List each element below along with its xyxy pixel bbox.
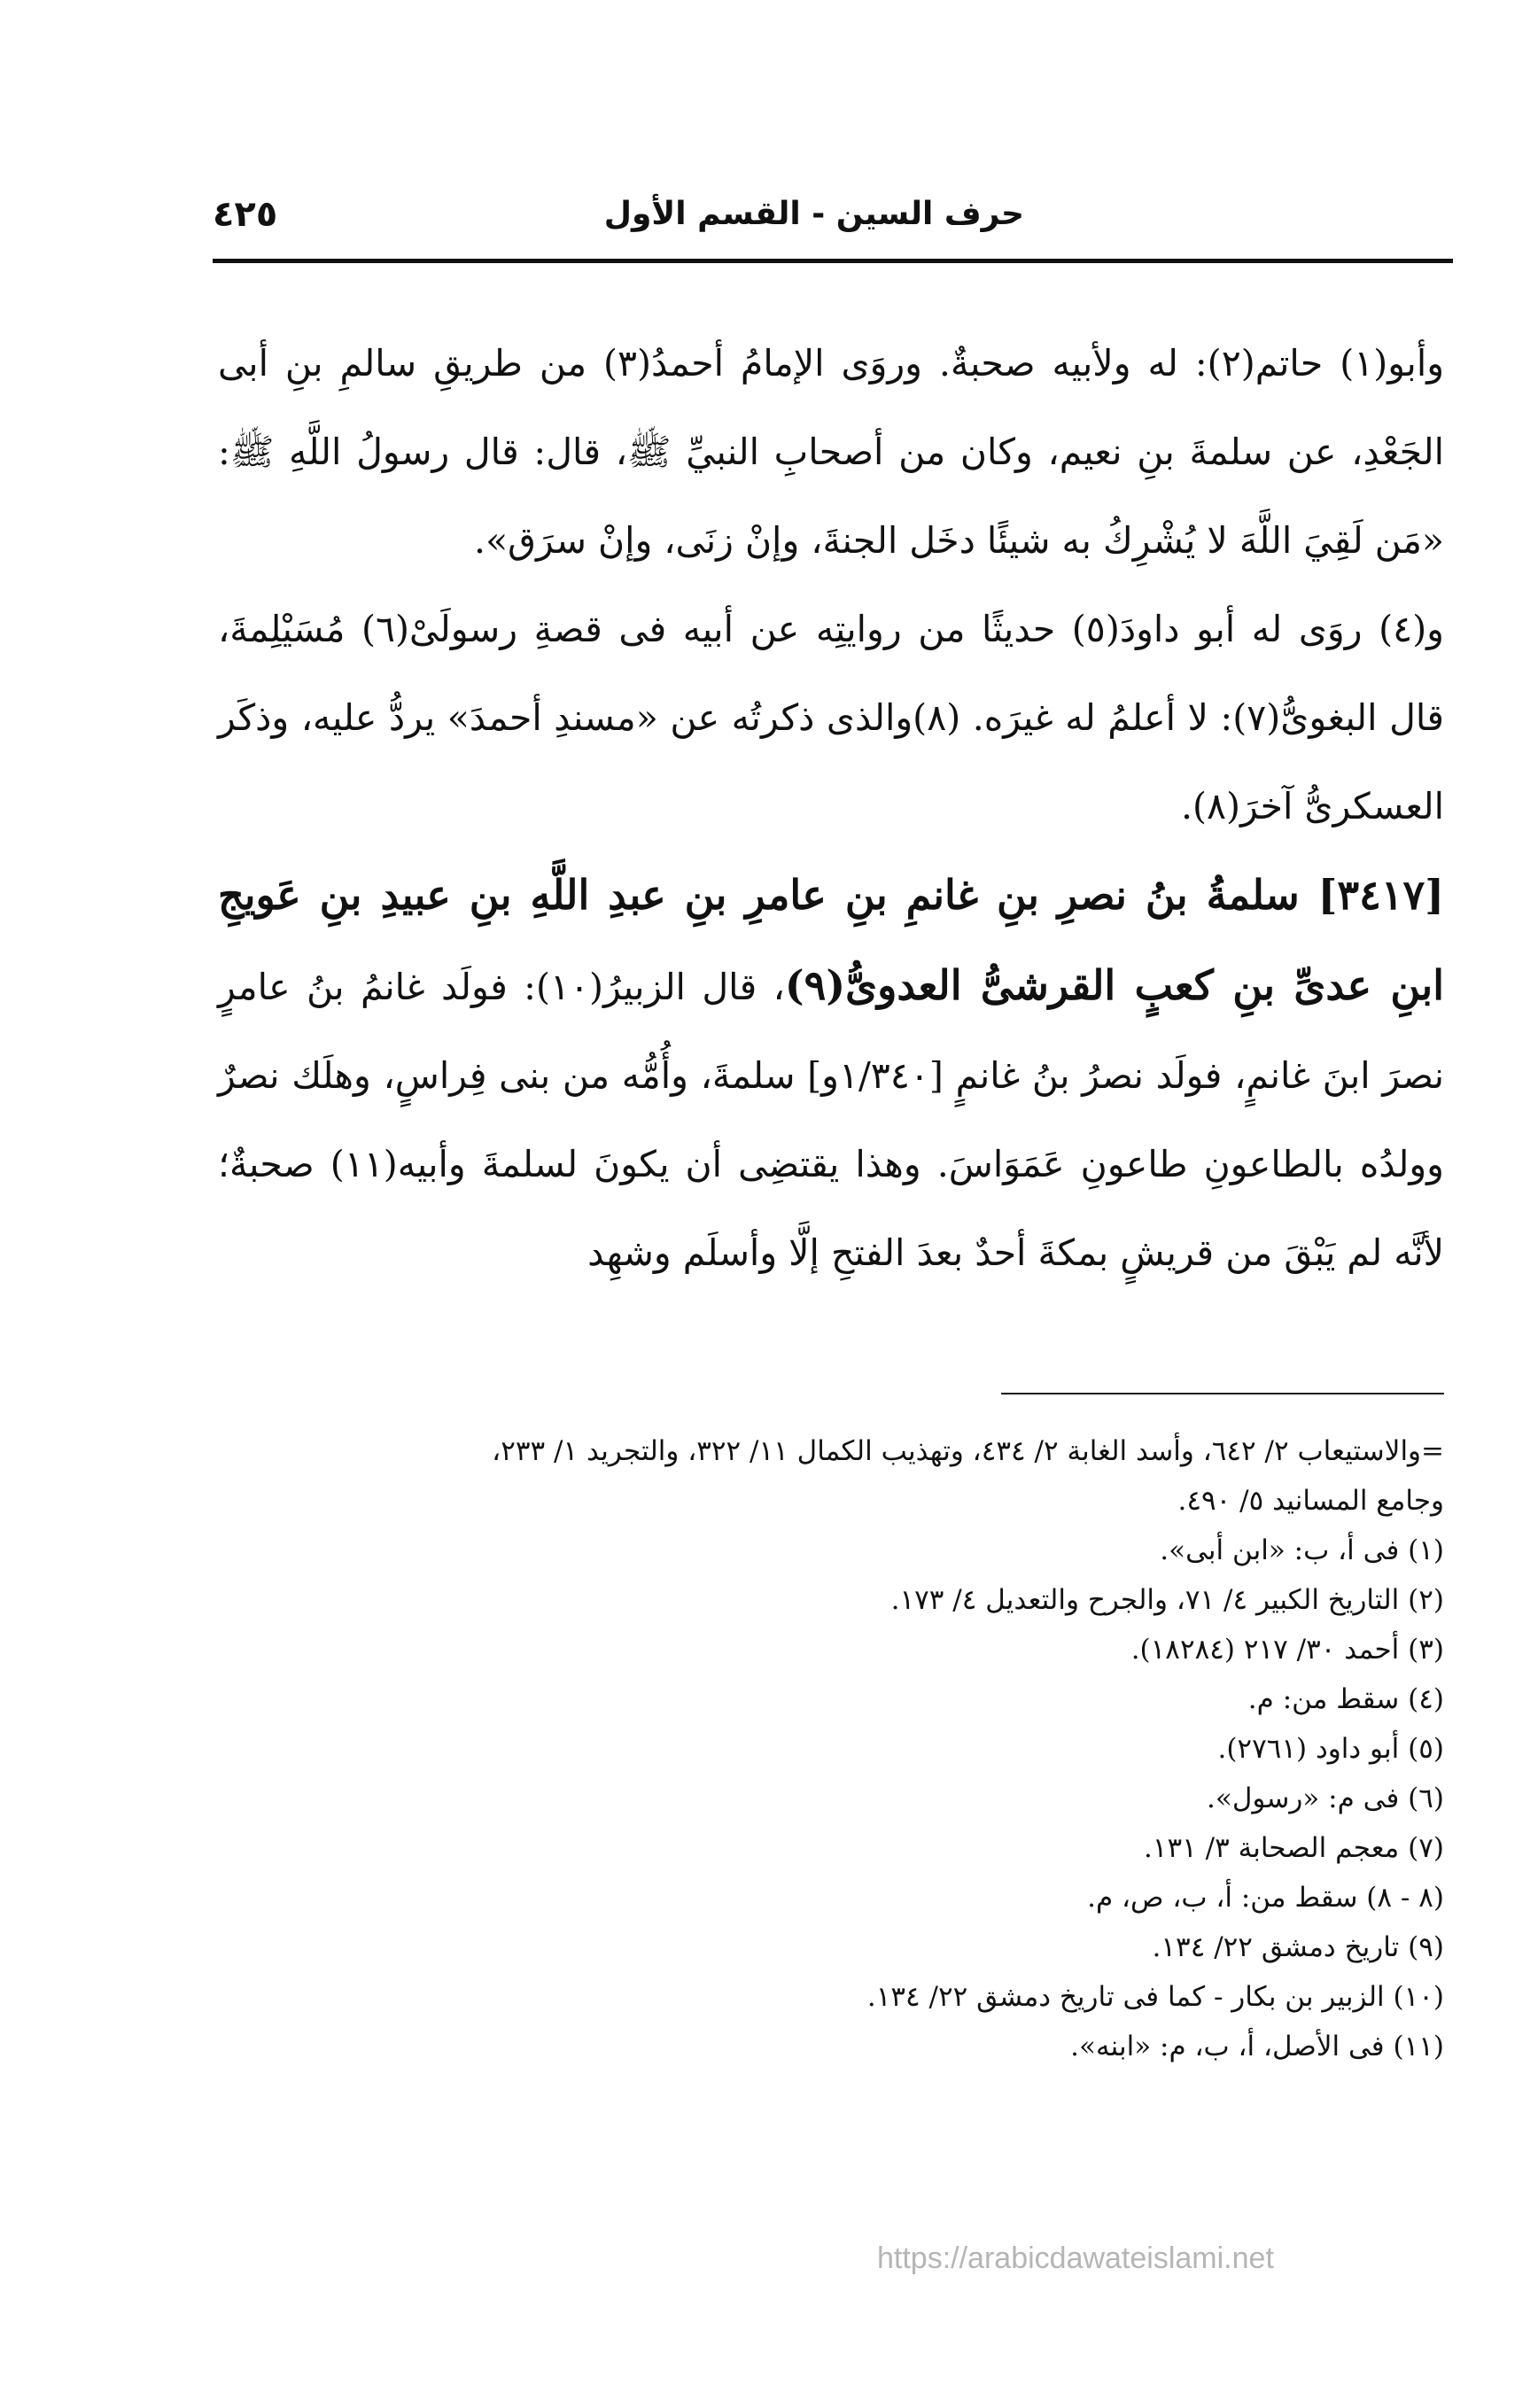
paragraph-1: وأبو(١) حاتم(٢): له ولأبيه صحبةٌ. وروَى الإمامُ أحمدُ(٣) من طريقِ سالمِ بنِ أبى الجَعْدِ، عن سلمةَ بنِ نعيم، وكان من أصحابِ النبيِّ ﷺ، قال: قال رسولُ اللَّهِ ﷺ: «مَن لَقِيَ اللَّهَ لا يُشْرِكُ به شيئًا دخَل الجنةَ، وإنْ زنَى، وإنْ سرَق». bbox=[218, 342, 1445, 562]
entry-paragraph bbox=[218, 851, 1444, 1297]
entry-body: ، قال الزبيرُ(١٠): فولَد غانمُ بنُ عامرٍ نصرَ ابنَ غانمٍ، فولَد نصرُ بنُ غانمٍ [١/٣٤٠و] سلمةَ، وأُمُّه من بنى فِراسٍ، وهلَك نصرٌ وولدُه بالطاعونِ طاعونِ عَمَوَاسَ. وهذا يقتضِى أن يكونَ لسلمةَ وأبيه(١١) صحبةٌ؛ لأنَّه لم يَبْقَ من قريشٍ بمكةَ أحدٌ بعدَ الفتحِ إلَّا وأسلَم وشهِد bbox=[218, 966, 1444, 1274]
footnote-item: (٤) سقط من: م. bbox=[1247, 1683, 1444, 1715]
footnote-item: (٦) فى م: «رسول». bbox=[1207, 1783, 1444, 1814]
entry-heading: [٣٤١٧] سلمةُ بنُ نصرِ بنِ غانمِ بنِ عامرِ بنِ عبدِ اللَّهِ بنِ عبيدِ بنِ عَويجِ ابنِ عدىِّ بنِ كعبٍ القرشىُّ العدوىُّ(٩) bbox=[218, 871, 1444, 1009]
footnote-item: (٧) معجم الصحابة ٣/ ١٣١. bbox=[1143, 1832, 1444, 1864]
footnote-continuation-2: وجامع المسانيد ٥/ ٤٩٠. bbox=[1177, 1485, 1444, 1517]
footnote-item: (٥) أبو داود (٢٧٦١). bbox=[1217, 1733, 1444, 1765]
footnote-item: (٩) تاريخ دمشق ٢٢/ ١٣٤. bbox=[1152, 1931, 1444, 1963]
footnote-item: (١) فى أ، ب: «ابن أبى». bbox=[1160, 1534, 1444, 1566]
footnote-item: (٢) التاريخ الكبير ٤/ ٧١، والجرح والتعديل ٤/ ١٧٣. bbox=[890, 1584, 1444, 1616]
footnote-item: (٨ - ٨) سقط من: أ، ب، ص، م. bbox=[1087, 1882, 1444, 1914]
page-header bbox=[213, 188, 1449, 250]
footnote-continuation-1: =والاستيعاب ٢/ ٦٤٢، وأسد الغابة ٢/ ٤٣٤، وتهذيب الكمال ١١/ ٣٢٢، والتجريد ١/ ٢٣٣، bbox=[492, 1435, 1444, 1467]
footnote-separator bbox=[1001, 1393, 1444, 1394]
paragraph-2: و(٤) روَى له أبو داودَ(٥) حديثًا من روايتِه عن أبيه فى قصةِ رسولَىْ(٦) مُسَيْلِمةَ، قال البغوىُّ(٧): لا أعلمُ له غيرَه. (٨)والذى ذكرتُه عن «مسندِ أحمدَ» يردُّ عليه، وذكَر العسكرىُّ آخرَ(٨). bbox=[218, 608, 1444, 827]
main-text bbox=[218, 319, 1444, 1297]
footnotes bbox=[218, 1426, 1444, 2071]
footnote-item: (١٠) الزبير بن بكار - كما فى تاريخ دمشق ٢٢/ ١٣٤. bbox=[866, 1981, 1444, 2013]
watermark-url: https://arabicdawateislami.net bbox=[877, 2241, 1274, 2275]
header-divider bbox=[213, 259, 1453, 263]
footnote-item: (١١) فى الأصل، أ، ب، م: «ابنه». bbox=[1070, 2031, 1444, 2062]
running-title: حرف السين - القسم الأول bbox=[603, 196, 1024, 232]
page-number: ٤٢٥ bbox=[213, 194, 278, 235]
footnote-item: (٣) أحمد ٣٠/ ٢١٧ (١٨٢٨٤). bbox=[1130, 1634, 1444, 1666]
